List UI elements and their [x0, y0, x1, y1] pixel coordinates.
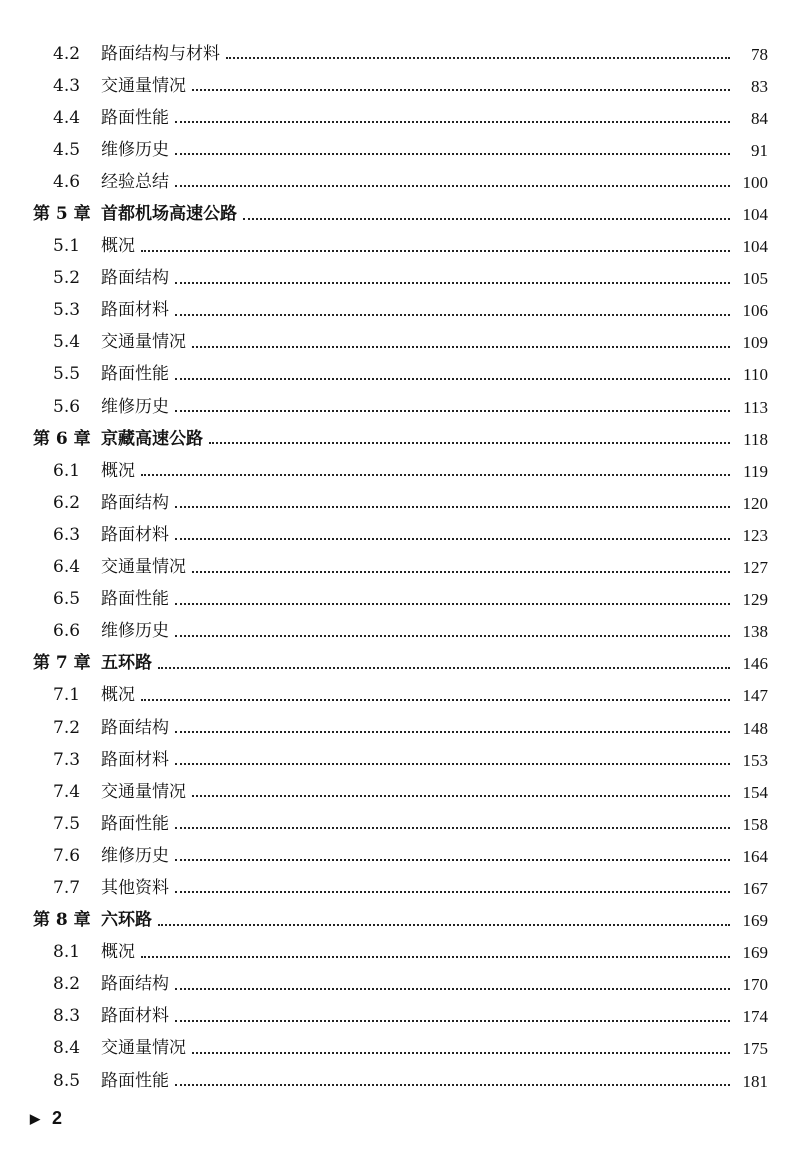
toc-entry-title: 京藏高速公路	[101, 428, 203, 449]
toc-entry-title: 路面性能	[101, 364, 169, 385]
toc-entry-number: 5.4	[53, 332, 81, 353]
toc-entry-title: 首都机场高速公路	[101, 204, 237, 225]
page-footer	[30, 1108, 62, 1129]
dot-leader	[175, 185, 730, 187]
toc-section-row	[0, 455, 790, 487]
toc-section-row	[0, 359, 790, 391]
dot-leader	[175, 314, 730, 316]
dot-leader	[209, 442, 730, 444]
toc-entry-number: 6.5	[53, 589, 81, 610]
toc-entry-number: 第 5 章	[33, 204, 91, 225]
toc-entry-number: 4.2	[53, 43, 81, 64]
toc-entry-number: 第 7 章	[33, 653, 91, 674]
dot-leader	[175, 763, 730, 765]
toc-section-row	[0, 166, 790, 198]
dot-leader	[175, 891, 730, 893]
toc-page-number: 169	[742, 943, 768, 963]
toc-page-number: 158	[742, 814, 768, 834]
toc-entry-number: 6.6	[53, 621, 81, 642]
toc-entry-title: 路面结构	[101, 974, 169, 995]
toc-entry-title: 维修历史	[101, 396, 169, 417]
toc-section-row	[0, 776, 790, 808]
page-number: 2	[52, 1108, 63, 1128]
toc-entry-title: 路面结构	[101, 717, 169, 738]
toc-section-row	[0, 937, 790, 969]
toc-section-row	[0, 1065, 790, 1097]
toc-entry-number: 6.2	[53, 492, 81, 513]
toc-page-number: 154	[742, 782, 768, 802]
toc-entry-title: 交通量情况	[101, 557, 186, 578]
toc-entry-title: 路面结构	[101, 268, 169, 289]
dot-leader	[192, 346, 730, 348]
toc-page-number: 146	[742, 654, 768, 674]
toc-entry-title: 概况	[101, 685, 135, 706]
toc-section-row	[0, 616, 790, 648]
toc-section-row	[0, 1033, 790, 1065]
toc-entry-number: 8.1	[53, 942, 81, 963]
dot-leader	[141, 250, 730, 252]
toc-chapter-row	[0, 198, 790, 230]
toc-page-number: 138	[742, 622, 768, 642]
toc-entry-number: 7.6	[53, 845, 81, 866]
toc-section-row	[0, 808, 790, 840]
toc-entry-number: 4.6	[53, 171, 81, 192]
toc-entry-number: 8.4	[53, 1038, 81, 1059]
toc-entry-title: 五环路	[101, 653, 152, 674]
toc-page-number: 147	[742, 686, 768, 706]
toc-entry-number: 8.2	[53, 974, 81, 995]
toc-page-number: 110	[743, 365, 768, 385]
dot-leader	[226, 57, 730, 59]
toc-section-row	[0, 840, 790, 872]
toc-entry-number: 6.1	[53, 460, 81, 481]
toc-entry-number: 5.3	[53, 300, 81, 321]
table-of-contents	[0, 38, 790, 1097]
dot-leader	[192, 1052, 730, 1054]
toc-entry-title: 其他资料	[101, 877, 169, 898]
toc-entry-number: 7.5	[53, 813, 81, 834]
toc-entry-title: 交通量情况	[101, 332, 186, 353]
dot-leader	[175, 859, 730, 861]
dot-leader	[175, 731, 730, 733]
dot-leader	[175, 538, 730, 540]
toc-section-row	[0, 263, 790, 295]
toc-entry-number: 6.4	[53, 557, 81, 578]
toc-entry-title: 交通量情况	[101, 781, 186, 802]
toc-entry-title: 概况	[101, 236, 135, 257]
dot-leader	[175, 1020, 730, 1022]
toc-section-row	[0, 680, 790, 712]
toc-page-number: 118	[743, 429, 768, 449]
dot-leader	[175, 827, 730, 829]
toc-entry-number: 7.3	[53, 749, 81, 770]
toc-page-number: 170	[742, 975, 768, 995]
dot-leader	[141, 956, 730, 958]
toc-entry-number: 5.6	[53, 396, 81, 417]
toc-entry-title: 概况	[101, 942, 135, 963]
dot-leader	[158, 667, 730, 669]
toc-entry-title: 交通量情况	[101, 75, 186, 96]
toc-section-row	[0, 744, 790, 776]
toc-section-row	[0, 519, 790, 551]
toc-page-number: 119	[743, 461, 768, 481]
dot-leader	[192, 89, 730, 91]
toc-section-row	[0, 712, 790, 744]
toc-entry-title: 维修历史	[101, 845, 169, 866]
toc-entry-number: 5.1	[53, 236, 81, 257]
toc-section-row	[0, 391, 790, 423]
dot-leader	[175, 635, 730, 637]
toc-page-number: 104	[742, 237, 768, 257]
toc-page-number: 153	[742, 750, 768, 770]
toc-page-number: 148	[742, 718, 768, 738]
toc-section-row	[0, 872, 790, 904]
toc-page-number: 105	[742, 269, 768, 289]
toc-page-number: 167	[742, 878, 768, 898]
toc-page-number: 129	[742, 590, 768, 610]
toc-page-number: 169	[742, 911, 768, 931]
dot-leader	[175, 378, 730, 380]
toc-entry-number: 7.7	[53, 877, 81, 898]
toc-section-row	[0, 102, 790, 134]
toc-entry-title: 路面性能	[101, 1070, 169, 1091]
toc-entry-title: 路面性能	[101, 813, 169, 834]
dot-leader	[175, 410, 730, 412]
dot-leader	[175, 988, 730, 990]
toc-page-number: 113	[743, 397, 768, 417]
toc-page-number: 120	[742, 493, 768, 513]
toc-entry-title: 路面性能	[101, 589, 169, 610]
toc-page-number: 127	[742, 558, 768, 578]
dot-leader	[158, 924, 730, 926]
toc-entry-number: 6.3	[53, 524, 81, 545]
toc-section-row	[0, 70, 790, 102]
toc-entry-number: 8.5	[53, 1070, 81, 1091]
toc-section-row	[0, 584, 790, 616]
toc-page-number: 83	[751, 76, 768, 96]
toc-entry-title: 六环路	[101, 910, 152, 931]
toc-entry-title: 维修历史	[101, 621, 169, 642]
toc-section-row	[0, 969, 790, 1001]
toc-entry-number: 第 6 章	[33, 428, 91, 449]
toc-page-number: 106	[742, 301, 768, 321]
toc-entry-number: 8.3	[53, 1006, 81, 1027]
toc-entry-number: 7.1	[53, 685, 81, 706]
toc-entry-number: 5.5	[53, 364, 81, 385]
toc-entry-title: 路面结构与材料	[101, 43, 220, 64]
toc-entry-number: 第 8 章	[33, 910, 91, 931]
toc-entry-number: 4.4	[53, 107, 81, 128]
toc-entry-title: 路面材料	[101, 524, 169, 545]
toc-entry-number: 5.2	[53, 268, 81, 289]
toc-entry-title: 路面结构	[101, 492, 169, 513]
toc-page-number: 174	[742, 1007, 768, 1027]
dot-leader	[175, 506, 730, 508]
toc-entry-number: 4.5	[53, 139, 81, 160]
toc-page-number: 181	[742, 1071, 768, 1091]
toc-entry-number: 7.4	[53, 781, 81, 802]
toc-section-row	[0, 38, 790, 70]
toc-page-number: 104	[742, 205, 768, 225]
toc-section-row	[0, 1001, 790, 1033]
dot-leader	[243, 218, 730, 220]
dot-leader	[175, 1084, 730, 1086]
toc-entry-title: 概况	[101, 460, 135, 481]
toc-page-number: 84	[751, 108, 768, 128]
dot-leader	[141, 699, 730, 701]
dot-leader	[141, 474, 730, 476]
toc-section-row	[0, 134, 790, 166]
toc-entry-title: 路面材料	[101, 749, 169, 770]
toc-section-row	[0, 231, 790, 263]
toc-page-number: 100	[742, 172, 768, 192]
toc-entry-title: 路面材料	[101, 1006, 169, 1027]
dot-leader	[192, 795, 730, 797]
toc-section-row	[0, 487, 790, 519]
toc-page-number: 175	[742, 1039, 768, 1059]
toc-section-row	[0, 552, 790, 584]
triangle-right-icon: ▶	[30, 1110, 40, 1126]
dot-leader	[175, 153, 730, 155]
toc-chapter-row	[0, 648, 790, 680]
toc-entry-title: 路面材料	[101, 300, 169, 321]
dot-leader	[175, 282, 730, 284]
toc-entry-title: 交通量情况	[101, 1038, 186, 1059]
toc-page-number: 109	[742, 333, 768, 353]
toc-entry-title: 经验总结	[101, 171, 169, 192]
toc-chapter-row	[0, 423, 790, 455]
toc-entry-number: 7.2	[53, 717, 81, 738]
toc-page-number: 91	[751, 140, 768, 160]
dot-leader	[192, 571, 730, 573]
toc-entry-title: 路面性能	[101, 107, 169, 128]
toc-page-number: 164	[742, 846, 768, 866]
toc-page-number: 123	[742, 525, 768, 545]
dot-leader	[175, 603, 730, 605]
toc-page-number: 78	[751, 44, 768, 64]
toc-section-row	[0, 327, 790, 359]
toc-entry-number: 4.3	[53, 75, 81, 96]
toc-chapter-row	[0, 905, 790, 937]
toc-section-row	[0, 295, 790, 327]
dot-leader	[175, 121, 730, 123]
toc-entry-title: 维修历史	[101, 139, 169, 160]
